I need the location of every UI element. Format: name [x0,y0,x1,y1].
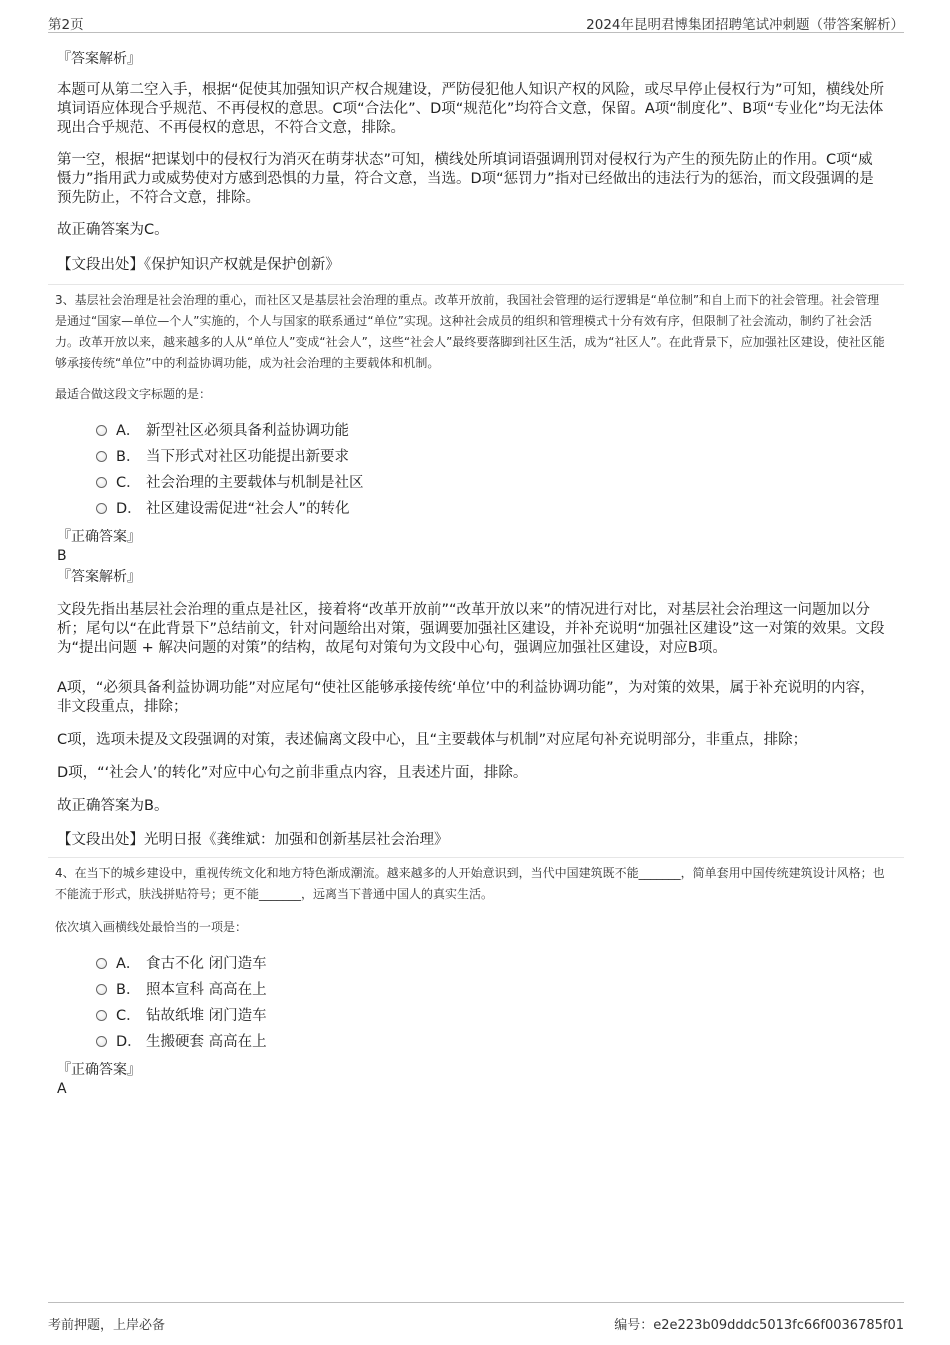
option-text: 新型社区必须具备利益协调功能 [146,423,349,439]
radio-button[interactable] [96,1036,107,1047]
answer-value: B [57,548,67,564]
source-citation: 【文段出处】光明日报《龚维斌：加强和创新基层社会治理》 [57,832,449,848]
radio-button[interactable] [96,1010,107,1021]
option-d[interactable] [96,1032,267,1052]
answer-label: 『正确答案』 [57,1062,141,1078]
radio-button[interactable] [96,503,107,514]
option-b[interactable] [96,980,267,1000]
option-key: C． [116,475,141,491]
radio-button[interactable] [96,451,107,462]
answer-value: A [57,1081,67,1097]
conclusion: 故正确答案为B。 [57,798,169,814]
option-text: 社会治理的主要载体与机制是社区 [146,475,364,491]
page-header [48,10,904,33]
radio-button[interactable] [96,477,107,488]
option-text: 当下形式对社区功能提出新要求 [146,449,349,465]
option-text: 社区建设需促进“社会人”的转化 [146,501,350,517]
option-d[interactable] [96,499,350,519]
divider [48,284,904,285]
conclusion: 故正确答案为C。 [57,222,169,238]
option-a[interactable] [96,421,349,441]
option-key: A． [116,956,141,972]
answer-label: 『正确答案』 [57,529,141,545]
option-key: D． [116,1034,142,1050]
question-prompt: 依次填入画横线处最恰当的一项是： [55,920,248,934]
page-footer [48,1302,904,1333]
option-key: C． [116,1008,141,1024]
page-number: 第2页 [48,17,84,33]
analysis-paragraph: D项，“‘社会人’的转化”对应中心句之前非重点内容，且表述片面，排除。 [57,765,528,781]
question-stem: 3、基层社会治理是社会治理的重心，而社区又是基层社会治理的重点。改革开放前，我国社会管理的运行逻辑是“单位制”和自上而下的社会管理。社会管理是通过“国家—单位—个人”实施的，个人与国家的联系通过“单位”实现。这种社会成员的组织和管理模式十分有效有序，但限制了社会流动，制约了社会活力。改革开放以来，越来越多的人从“单位人”变成“社会人”，这些“社会人”最终要落脚到社区生活，成为“社区人”。在此背景下，应加强社区建设，使社区能够承接传统“单位”中的利益协调功能，成为社会治理的主要载体和机制。 [55,293,885,370]
option-a[interactable] [96,954,267,974]
option-b[interactable] [96,447,349,467]
divider [48,857,904,858]
analysis-paragraph: C项，选项未提及文段强调的对策，表述偏离文段中心，且“主要载体与机制”对应尾句补充说明部分，非重点，排除； [57,732,808,748]
analysis-paragraph: A项，“必须具备利益协调功能”对应尾句“使社区能够承接传统‘单位’中的利益协调功能”，为对策的效果，属于补充说明的内容，非文段重点，排除； [57,680,875,715]
document-code: 编号：e2e223b09dddc5013fc66f0036785f01 [614,1318,904,1333]
document-title: 2024年昆明君博集团招聘笔试冲刺题（带答案解析） [586,17,904,33]
analysis-label: 『答案解析』 [57,569,141,585]
analysis-paragraph: 本题可从第二空入手，根据“促使其加强知识产权合规建设，严防侵犯他人知识产权的风险，或尽早停止侵权行为”可知，横线处所填词语应体现合乎规范、不再侵权的意思。C项“合法化”、D项“规范化”均符合文意，保留。A项“制度化”、B项“专业化”均无法体现出合乎规范、不再侵权的意思，不符合文意，排除。 [57,82,885,136]
option-text: 食古不化 闭门造车 [146,956,267,972]
option-text: 钻故纸堆 闭门造车 [146,1008,267,1024]
option-key: D． [116,501,142,517]
option-c[interactable] [96,473,364,493]
radio-button[interactable] [96,958,107,969]
analysis-paragraph: 第一空，根据“把谋划中的侵权行为消灭在萌芽状态”可知，横线处所填词语强调刑罚对侵权行为产生的预先防止的作用。C项“威慑力”指用武力或威势使对方感到恐惧的力量，符合文意，当选。D项“惩罚力”指对已经做出的违法行为的惩治，而文段强调的是预先防止，不符合文意，排除。 [57,152,874,206]
analysis-label: 『答案解析』 [57,51,141,67]
option-text: 生搬硬套 高高在上 [146,1034,267,1050]
option-key: B． [116,449,141,465]
radio-button[interactable] [96,425,107,436]
radio-button[interactable] [96,984,107,995]
option-key: B． [116,982,141,998]
option-c[interactable] [96,1006,267,1026]
question-prompt: 最适合做这段文字标题的是： [55,387,212,401]
analysis-paragraph: 文段先指出基层社会治理的重点是社区，接着将“改革开放前”“改革开放以来”的情况进行对比，对基层社会治理这一问题加以分析；尾句以“在此背景下”总结前文，针对问题给出对策，强调要加强社区建设，并补充说明“加强社区建设”这一对策的效果。文段为“提出问题 + 解决问题的对策”的结构，故尾句对策句为文段中心句，强调应加强社区建设，对应B项。 [57,602,885,656]
question-stem: 4、在当下的城乡建设中，重视传统文化和地方特色渐成潮流。越来越多的人开始意识到，当代中国建筑既不能_______，简单套用中国传统建筑设计风格；也不能流于形式，肤浅拼贴符号；更不能_______，远离当下普通中国人的真实生活。 [55,866,885,901]
source-citation: 【文段出处】《保护知识产权就是保护创新》 [57,257,340,273]
option-key: A． [116,423,141,439]
footer-slogan: 考前押题，上岸必备 [48,1318,166,1333]
option-text: 照本宣科 高高在上 [146,982,267,998]
